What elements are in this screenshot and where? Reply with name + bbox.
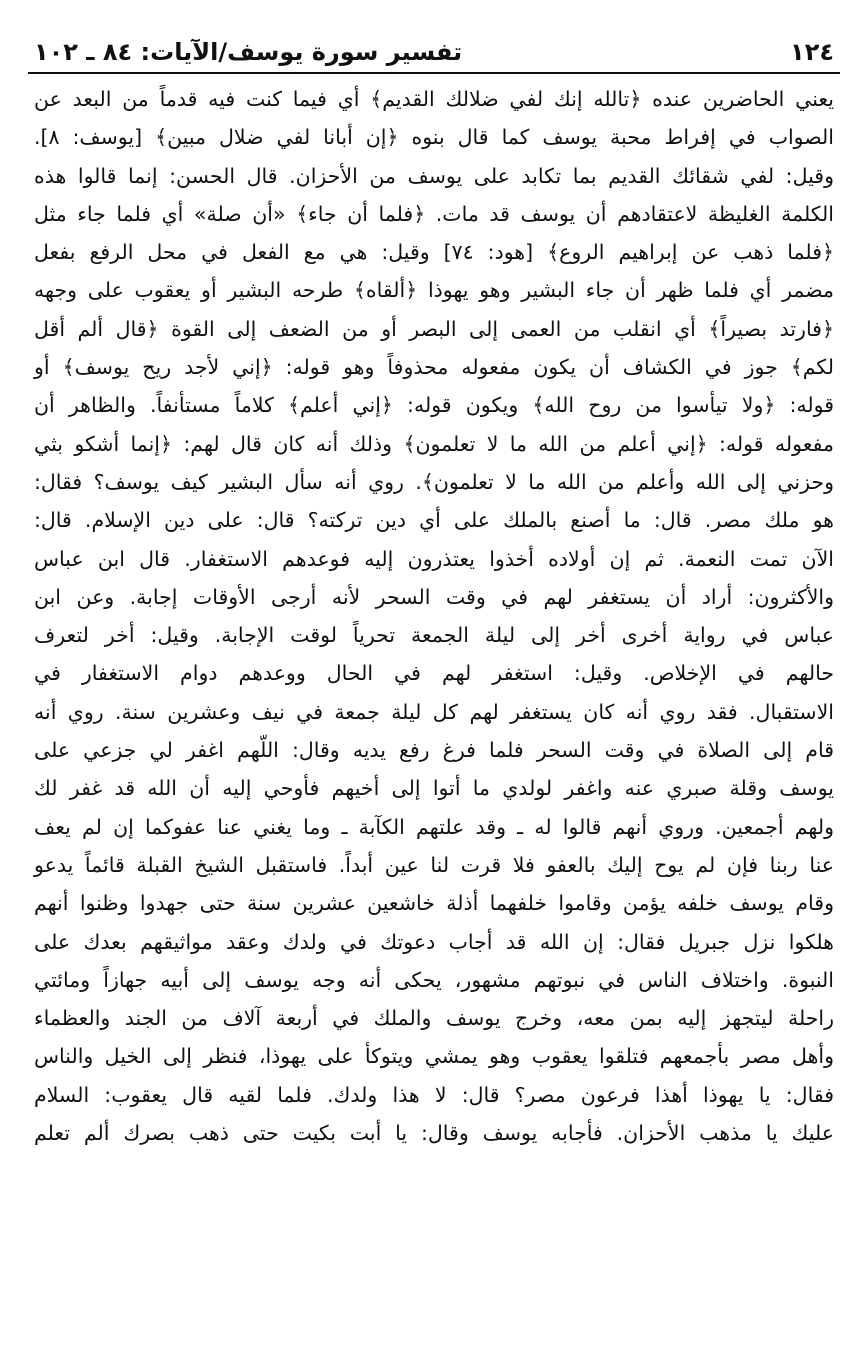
text-line: مضمر أي فلما ظهر أن جاء البشير وهو يهوذا ﴿ألقاه﴾ طرحه البشير أو يعقوب على وجهه — [34, 278, 834, 303]
text-line: الكلمة الغليظة لاعتقادهم أن يوسف قد مات. ﴿فلما أن جاء﴾ «أن صلة» أي فلما جاء مثل — [34, 201, 834, 226]
text-line: الصواب في إفراط محبة يوسف كما قال بنوه ﴿إن أبانا لفي ضلال مبين﴾ [يوسف: ٨]. — [34, 125, 834, 150]
page-header — [28, 38, 840, 74]
text-line: فقال: يا يهوذا أهذا فرعون مصر؟ قال: لا هذا ولدك. فلما لقيه قال يعقوب: السلام — [34, 1082, 834, 1107]
text-line: مفعوله قوله: ﴿إني أعلم من الله ما لا تعلمون﴾ وذلك أنه كان قال لهم: ﴿إنما أشكو بثي — [34, 431, 834, 456]
text-line: قام إلى الصلاة في وقت السحر فلما فرغ رفع يديه وقال: اللّهم اغفر لي جزعي على — [34, 738, 834, 763]
text-line: عنا ربنا فإن لم يوح إليك بالعفو فلا قرت لنا عين أبداً. فاستقبل الشيخ القبلة قائماً يدعو — [34, 852, 834, 877]
text-line: قوله: ﴿ولا تيأسوا من روح الله﴾ ويكون قوله: ﴿إني أعلم﴾ كلاماً مستأنفاً. والظاهر أن — [34, 393, 834, 418]
page-number: ١٢٤ — [790, 38, 834, 66]
running-title: تفسير سورة يوسف/الآيات: ٨٤ ـ ١٠٢ — [34, 38, 463, 66]
text-line: هلكوا نزل جبريل فقال: إن الله قد أجاب دعوتك في ولدك وعقد مواثيقهم بعدك على — [34, 929, 834, 954]
text-line: عليك يا مذهب الأحزان. فأجابه يوسف وقال: يا أبت بكيت حتى ذهب بصرك ألم تعلم — [34, 1121, 834, 1146]
text-line: ولهم أجمعين. وروي أنهم قالوا له ـ وقد علتهم الكآبة ـ وما يغني عنا عفوكما إن لم يعف — [34, 814, 834, 839]
text-line: النبوة. واختلاف الناس في نبوتهم مشهور، يحكى أنه وجه يوسف إلى أبيه جهازاً ومائتي — [34, 967, 834, 992]
book-page — [28, 38, 840, 1152]
text-line: هو ملك مصر. قال: ما أصنع بالملك على أي دين تركته؟ قال: على دين الإسلام. قال: — [34, 508, 834, 533]
text-line: وقام يوسف خلفه يؤمن وقاموا خلفهما أذلة خاشعين عشرين سنة حتى جهدوا وظنوا أنهم — [34, 891, 834, 916]
text-line: يوسف وقلة صبري عنه واغفر لولدي ما أتوا إلى أخيهم فأوحي إليه أن الله قد غفر لك — [34, 776, 834, 801]
text-line: الآن تمت النعمة. ثم إن أولاده أخذوا يعتذرون إليه فوعدهم الاستغفار. قال ابن عباس — [34, 546, 834, 571]
text-line: وحزني إلى الله وأعلم من الله ما لا تعلمون﴾. روي أنه سأل البشير كيف يوسف؟ فقال: — [34, 469, 834, 494]
text-line: يعني الحاضرين عنده ﴿تالله إنك لفي ضلالك القديم﴾ أي فيما كنت فيه قدماً من البعد عن — [34, 87, 834, 111]
text-line: الاستقبال. فقد روي أنه كان يستغفر لهم كل ليلة جمعة في نيف وعشرين سنة. روي أنه — [34, 699, 834, 724]
text-line: لكم﴾ جوز في الكشاف أن يكون مفعوله محذوفاً وهو قوله: ﴿إني لأجد ريح يوسف﴾ أو — [34, 355, 834, 380]
text-line: والأكثرون: أراد أن يستغفر لهم في وقت السحر لأنه أرجى الأوقات إجابة. وعن ابن — [34, 584, 834, 609]
text-line: عباس في رواية أخرى أخر إلى ليلة الجمعة تحرياً لوقت الإجابة. وقيل: أخر لتعرف — [34, 623, 834, 648]
text-line: راحلة ليتجهز إليه بمن معه، وخرج يوسف والملك في أربعة آلاف من الجند والعظماء — [34, 1006, 834, 1031]
text-line: ﴿فلما ذهب عن إبراهيم الروع﴾ [هود: ٧٤] وقيل: هي مع الفعل في محل الرفع بفعل — [34, 240, 834, 265]
text-line: وأهل مصر بأجمعهم فتلقوا يعقوب وهو يمشي ويتوكأ على يهوذا، فنظر إلى الخيل والناس — [34, 1044, 834, 1069]
text-line: حالهم في الإخلاص. وقيل: استغفر لهم في الحال ووعدهم دوام الاستغفار في — [34, 661, 834, 686]
text-line: وقيل: لفي شقائك القديم بما تكابد على يوسف من الأحزان. قال الحسن: إنما قالوا هذه — [34, 163, 834, 188]
text-line: ﴿فارتد بصيراً﴾ أي انقلب من العمى إلى البصر أو من الضعف إلى القوة ﴿قال ألم أقل — [34, 316, 834, 341]
tafsir-text — [28, 80, 840, 1152]
